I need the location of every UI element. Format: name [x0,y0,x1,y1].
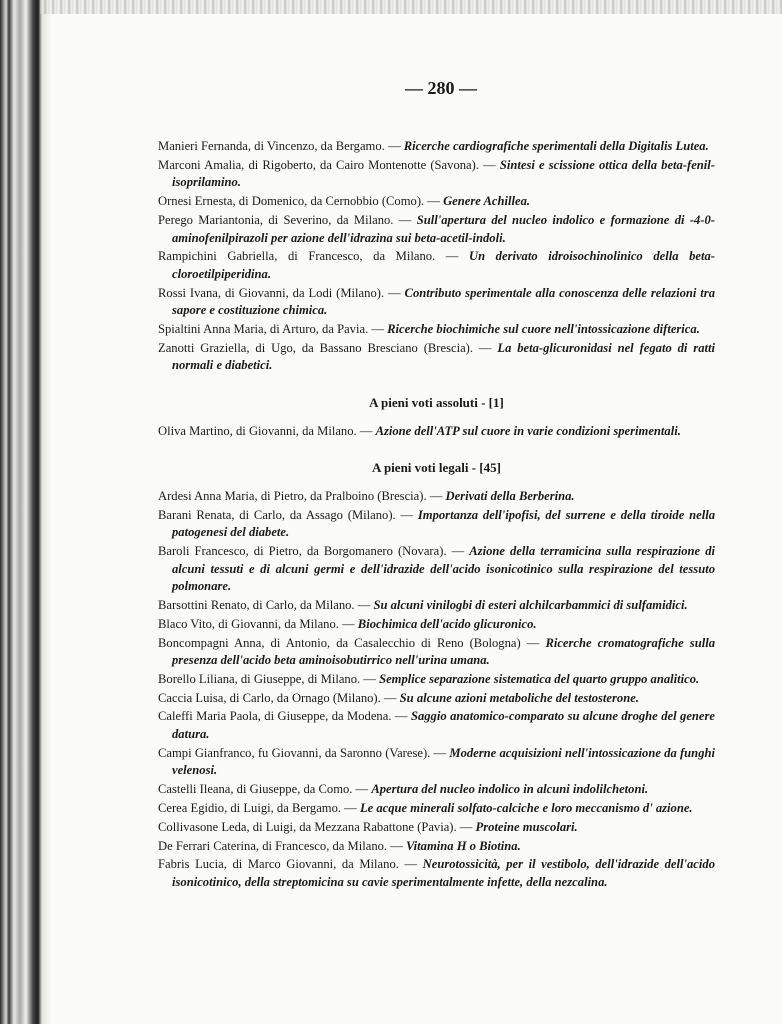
entry-thesis-title: Contributo sperimentale alla conoscenza delle relazioni tra sapore e costituzione chimica. [172,285,715,318]
list-item [158,800,715,818]
scan-binding-edge [0,0,52,1024]
entry-thesis-title: Vitamina H o Biotina. [405,838,521,853]
list-item [158,819,715,837]
entry-author: Fabris Lucia, di Marco Giovanni, da Milano. — [158,857,423,872]
list-item [158,507,715,542]
entry-author: Campi Gianfranco, fu Giovanni, da Saronno (Varese). — [158,745,450,760]
entry-thesis-title: Neurotossicità, per il vestibolo, dell'idrazide dell'acido isonicotinico, della streptomicina su cavie sperimentalmente infette, della nezcalina. [172,857,715,889]
entry-thesis-title: Azione della terramicina sulla respirazione di alcuni tessuti e di alcuni germi e dell'idrazide dell'acido isonicotinico sulla respirazione del tessuto polmonare. [172,543,715,594]
entry-author: Ornesi Ernesta, di Domenico, da Cernobbio (Como). — [158,194,444,209]
list-item [158,745,715,780]
list-item [158,616,715,634]
entry-thesis-title: Un derivato idroisochinolinico della beta-cloroetilpiperidina. [172,249,715,281]
list-item [158,340,715,375]
entry-thesis-title: Azione dell'ATP sul cuore in varie condizioni sperimentali. [375,423,681,438]
list-item [158,212,715,247]
list-item [158,690,715,708]
entry-thesis-title: Ricerche biochimiche sul cuore nell'intossicazione difterica. [387,322,700,337]
entry-author: Rossi Ivana, di Giovanni, da Lodi (Milano). — [158,285,405,300]
entry-author: Baroli Francesco, di Pietro, da Borgomanero (Novara). — [158,543,470,558]
entry-thesis-title: Moderne acquisizioni nell'intossicazione da funghi velenosi. [172,745,715,778]
entry-author: Marconi Amalia, di Rigoberto, da Cairo Montenotte (Savona). — [158,157,500,172]
entry-author: Collivasone Leda, di Luigi, da Mezzana Rabattone (Pavia). — [158,819,476,834]
entry-author: De Ferrari Caterina, di Francesco, da Milano. — [158,838,406,853]
section-heading: A pieni voti assoluti - [1] [369,395,504,411]
entry-author: Castelli Ileana, di Giuseppe, da Como. — [158,782,372,797]
entry-author: Ardesi Anna Maria, di Pietro, da Pralboino (Brescia). — [158,488,446,503]
entry-author: Spialtini Anna Maria, di Arturo, da Pavia. — [158,322,388,337]
entry-thesis-title: Le acque minerali solfato-calciche e loro meccanismo d' azione. [359,800,693,815]
entry-author: Barani Renata, di Carlo, da Assago (Milano). — [158,507,418,522]
entry-thesis-title: Ricerche cardiografiche sperimentali della Digitalis Lutea. [403,139,709,153]
entry-author: Caccia Luisa, di Carlo, da Ornago (Milano). — [158,690,400,705]
list-item [158,838,715,856]
list-item [158,856,715,891]
entry-thesis-title: Genere Achillea. [443,194,531,209]
entry-author: Blaco Vito, di Giovanni, da Milano. — [158,616,358,631]
entry-author: Borello Liliana, di Giuseppe, di Milano. — [158,671,380,686]
entry-author: Oliva Martino, di Giovanni, da Milano. — [158,423,376,438]
list-item [158,781,715,799]
entry-author: Zanotti Graziella, di Ugo, da Bassano Bresciano (Brescia). — [158,340,498,355]
entry-author: Caleffi Maria Paola, di Giuseppe, da Modena. — [158,709,411,724]
list-item [158,285,715,320]
entry-thesis-title: Sintesi e scissione ottica della beta-fenil-isoprilamino. [172,157,715,190]
list-item [158,488,715,506]
graduate-list [158,138,715,893]
entry-thesis-title: Sull'apertura del nucleo indolico e formazione di -4-0-aminofenilpirazoli per azione dell'idrazina sui beta-acetil-indoli. [172,212,715,245]
entry-thesis-title: Importanza dell'ipofisi, del surrene e della tiroide nella patogenesi del diabete. [172,507,715,540]
entry-thesis-title: Semplice separazione sistematica del quarto gruppo analitico. [379,671,700,686]
entry-author: Perego Mariantonia, di Severino, da Milano. — [158,212,417,227]
entry-author: Rampichini Gabriella, di Francesco, da Milano. — [158,249,469,264]
list-item [158,321,715,339]
page-number: — 280 — [405,78,477,98]
list-item [158,708,715,743]
list-item [158,423,715,441]
list-item [158,671,715,689]
list-item [158,193,715,211]
entry-author: Boncompagni Anna, di Antonio, da Casalecchio di Reno (Bologna) — [158,635,546,650]
entry-thesis-title: Su alcune azioni metaboliche del testosterone. [399,690,639,705]
entry-thesis-title: Apertura del nucleo indolico in alcuni indolilchetoni. [371,782,649,797]
entry-thesis-title: Su alcuni vinilogbi di esteri alchilcarbammici di sulfamidici. [373,597,688,612]
entry-thesis-title: Ricerche cromatografiche sulla presenza dell'acido beta aminoisobutirrico nell'urina umana. [172,635,715,668]
list-item [158,138,715,156]
entry-thesis-title: La beta-glicuronidasi nel fegato di ratti normali e diabetici. [172,340,715,373]
entry-thesis-title: Proteine muscolari. [475,819,578,834]
entry-thesis-title: Saggio anatomico-comparato su alcune droghe del genere datura. [172,709,716,742]
entry-author: Barsottini Renato, di Carlo, da Milano. — [158,597,374,612]
list-item [158,248,715,283]
entry-thesis-title: Derivati della Berberina. [445,488,575,503]
list-item [158,597,715,615]
section-heading: A pieni voti legali - [45] [372,460,501,476]
list-item [158,543,715,596]
entry-thesis-title: Biochimica dell'acido glicuronico. [357,616,537,631]
scan-top-edge [40,0,782,14]
entry-author: Manieri Fernanda, di Vincenzo, da Bergamo. — [158,139,404,153]
list-item [158,635,715,670]
entry-author: Cerea Egidio, di Luigi, da Bergamo. — [158,800,360,815]
list-item [158,157,715,192]
